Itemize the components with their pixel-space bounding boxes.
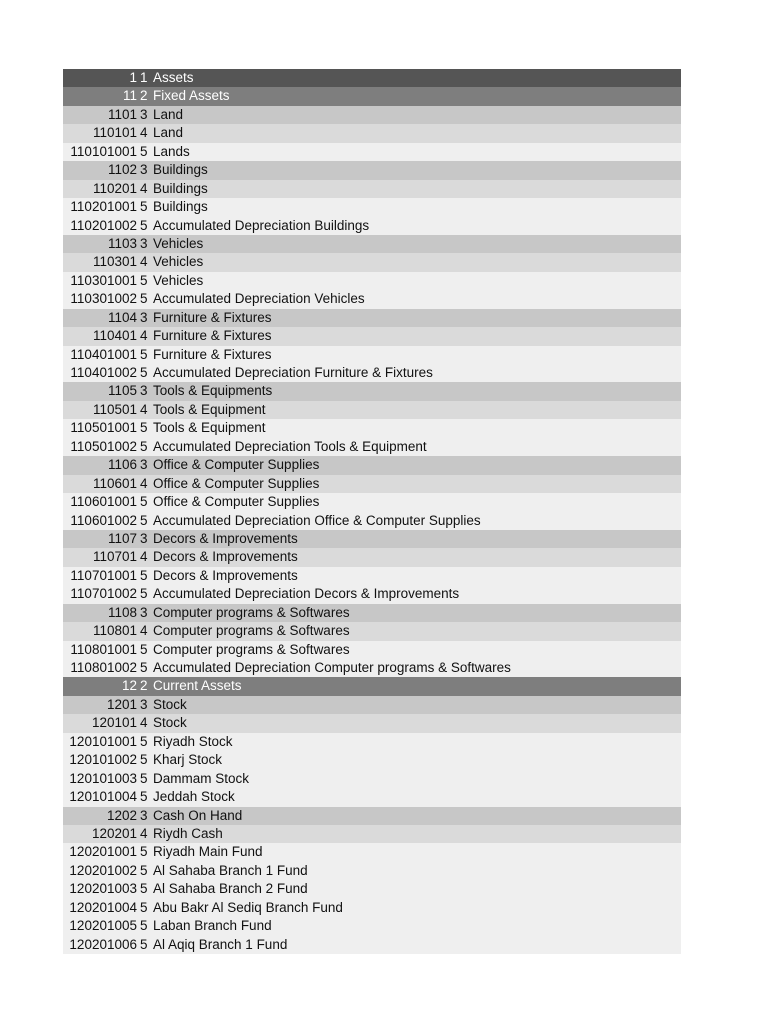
account-code: 1202 bbox=[106, 807, 137, 823]
account-row bbox=[63, 180, 681, 198]
account-name: Office & Computer Supplies bbox=[153, 475, 320, 491]
account-level: 4 bbox=[140, 254, 148, 270]
account-level: 5 bbox=[140, 641, 148, 657]
account-row bbox=[63, 696, 681, 714]
account-level: 5 bbox=[140, 512, 148, 528]
account-level: 5 bbox=[140, 586, 148, 602]
account-level: 3 bbox=[140, 383, 148, 399]
account-code: 120201001 bbox=[69, 844, 137, 860]
account-level: 5 bbox=[140, 346, 148, 362]
account-level: 5 bbox=[140, 733, 148, 749]
account-level: 5 bbox=[140, 291, 148, 307]
account-level: 5 bbox=[140, 217, 148, 233]
account-code: 110801002 bbox=[70, 660, 137, 675]
account-code: 110301001 bbox=[70, 272, 137, 288]
account-code: 110301 bbox=[92, 254, 137, 270]
account-code: 120201 bbox=[91, 825, 137, 841]
account-name: Stock bbox=[153, 715, 187, 731]
account-name: Current Assets bbox=[153, 678, 242, 694]
account-row bbox=[63, 272, 681, 290]
account-name: Decors & Improvements bbox=[153, 530, 298, 546]
account-code: 110501002 bbox=[70, 438, 137, 454]
account-level: 3 bbox=[140, 696, 148, 712]
account-row bbox=[63, 917, 681, 935]
account-row bbox=[63, 899, 681, 917]
account-name: Office & Computer Supplies bbox=[153, 494, 320, 510]
account-name: Kharj Stock bbox=[153, 752, 223, 768]
account-level: 5 bbox=[140, 365, 148, 380]
account-row bbox=[63, 641, 681, 659]
account-level: 3 bbox=[140, 530, 148, 546]
account-code: 110601002 bbox=[70, 512, 137, 528]
account-name: Cash On Hand bbox=[153, 807, 243, 823]
account-name: Buildings bbox=[153, 162, 208, 178]
account-level: 5 bbox=[140, 438, 148, 454]
account-code: 110801 bbox=[92, 623, 137, 639]
account-level: 5 bbox=[140, 789, 148, 805]
account-name: Al Sahaba Branch 1 Fund bbox=[153, 862, 308, 878]
account-name: Accumulated Depreciation Vehicles bbox=[153, 291, 365, 307]
account-level: 5 bbox=[140, 272, 148, 288]
account-level: 5 bbox=[140, 752, 148, 768]
account-row bbox=[63, 364, 681, 382]
account-name: Vehicles bbox=[153, 254, 204, 270]
account-level: 4 bbox=[140, 180, 148, 196]
account-name: Buildings bbox=[153, 180, 208, 196]
account-row bbox=[63, 217, 681, 235]
account-name: Riyadh Main Fund bbox=[153, 844, 263, 860]
account-row bbox=[63, 309, 681, 327]
account-level: 4 bbox=[140, 549, 148, 565]
account-level: 5 bbox=[140, 899, 148, 915]
account-code: 1104 bbox=[107, 309, 137, 325]
account-name: Tools & Equipments bbox=[153, 383, 273, 399]
account-level: 5 bbox=[140, 936, 148, 952]
account-code: 110401001 bbox=[70, 346, 137, 362]
account-row bbox=[63, 106, 681, 124]
account-row bbox=[63, 401, 681, 419]
account-level: 5 bbox=[140, 199, 148, 215]
account-row bbox=[63, 493, 681, 511]
account-code: 110401002 bbox=[70, 365, 137, 380]
account-name: Accumulated Depreciation Decors & Improvements bbox=[153, 586, 460, 602]
account-row bbox=[63, 751, 681, 769]
account-code: 1105 bbox=[107, 383, 137, 399]
account-level: 5 bbox=[140, 494, 148, 510]
account-row bbox=[63, 87, 681, 105]
account-level: 4 bbox=[140, 401, 148, 417]
account-row bbox=[63, 124, 681, 142]
account-name: Land bbox=[153, 106, 184, 122]
account-code: 110801001 bbox=[70, 641, 137, 657]
account-row bbox=[63, 788, 681, 806]
account-code: 1201 bbox=[106, 696, 137, 712]
account-code: 1106 bbox=[107, 457, 137, 473]
account-name: Lands bbox=[153, 143, 190, 159]
account-level: 5 bbox=[140, 660, 148, 675]
account-name: Computer programs & Softwares bbox=[153, 641, 350, 657]
account-name: Computer programs & Softwares bbox=[153, 623, 350, 639]
account-code: 110701 bbox=[92, 549, 137, 565]
account-code: 120201002 bbox=[69, 862, 137, 878]
account-code: 1108 bbox=[107, 604, 137, 620]
account-name: Tools & Equipment bbox=[153, 401, 266, 417]
account-code: 11 bbox=[122, 88, 137, 104]
account-row bbox=[63, 290, 681, 308]
account-code: 1101 bbox=[107, 106, 137, 122]
account-row bbox=[63, 327, 681, 345]
account-name: Abu Bakr Al Sediq Branch Fund bbox=[153, 899, 343, 915]
account-level: 2 bbox=[140, 88, 148, 104]
account-code: 120201003 bbox=[69, 881, 137, 897]
account-code: 1107 bbox=[107, 530, 137, 546]
account-name: Furniture & Fixtures bbox=[153, 346, 272, 362]
account-name: Decors & Improvements bbox=[153, 567, 298, 583]
account-name: Riyadh Stock bbox=[153, 733, 233, 749]
chart-of-accounts-table bbox=[63, 69, 681, 954]
account-code: 110201001 bbox=[70, 199, 137, 215]
account-row bbox=[63, 843, 681, 861]
account-name: Vehicles bbox=[153, 235, 204, 251]
account-row bbox=[63, 622, 681, 640]
account-row bbox=[63, 475, 681, 493]
account-name: Accumulated Depreciation Office & Computer Supplies bbox=[153, 512, 481, 528]
account-code: 110601 bbox=[92, 475, 137, 491]
account-row bbox=[63, 880, 681, 898]
account-row bbox=[63, 198, 681, 216]
account-name: Dammam Stock bbox=[153, 770, 250, 786]
account-row bbox=[63, 585, 681, 603]
account-level: 5 bbox=[140, 567, 148, 583]
account-name: Assets bbox=[153, 70, 194, 85]
account-level: 2 bbox=[140, 678, 148, 694]
account-level: 4 bbox=[140, 475, 148, 491]
account-row bbox=[63, 419, 681, 437]
account-code: 1 bbox=[129, 70, 137, 85]
account-name: Jeddah Stock bbox=[153, 789, 235, 805]
account-name: Accumulated Depreciation Furniture & Fixtures bbox=[153, 365, 433, 380]
account-code: 110501001 bbox=[70, 420, 137, 436]
account-row bbox=[63, 677, 681, 695]
account-row bbox=[63, 512, 681, 530]
account-row bbox=[63, 659, 681, 677]
account-row bbox=[63, 143, 681, 161]
account-level: 3 bbox=[140, 235, 148, 251]
account-row bbox=[63, 438, 681, 456]
account-code: 110301002 bbox=[70, 291, 137, 307]
account-code: 120101003 bbox=[69, 770, 137, 786]
account-row bbox=[63, 714, 681, 732]
account-name: Accumulated Depreciation Computer programs & Softwares bbox=[153, 660, 511, 675]
account-name: Computer programs & Softwares bbox=[153, 604, 350, 620]
account-name: Buildings bbox=[153, 199, 208, 215]
account-row bbox=[63, 456, 681, 474]
account-code: 120101 bbox=[91, 715, 137, 731]
account-row bbox=[63, 807, 681, 825]
account-code: 110601001 bbox=[70, 494, 137, 510]
account-row bbox=[63, 69, 681, 87]
account-level: 4 bbox=[140, 715, 148, 731]
account-name: Riydh Cash bbox=[153, 825, 223, 841]
account-level: 4 bbox=[140, 125, 148, 141]
account-code: 120201004 bbox=[69, 899, 137, 915]
account-code: 1103 bbox=[107, 235, 137, 251]
account-level: 3 bbox=[140, 604, 148, 620]
account-row bbox=[63, 382, 681, 400]
account-row bbox=[63, 862, 681, 880]
account-code: 120101002 bbox=[69, 752, 137, 768]
account-name: Al Aqiq Branch 1 Fund bbox=[153, 936, 288, 952]
account-level: 5 bbox=[140, 844, 148, 860]
account-name: Vehicles bbox=[153, 272, 204, 288]
account-level: 4 bbox=[140, 328, 148, 344]
account-row bbox=[63, 253, 681, 271]
account-code: 110101001 bbox=[70, 143, 137, 159]
account-name: Tools & Equipment bbox=[153, 420, 266, 436]
account-code: 110701002 bbox=[70, 586, 137, 602]
account-code: 110501 bbox=[92, 401, 137, 417]
account-code: 110401 bbox=[92, 328, 137, 344]
account-level: 4 bbox=[140, 623, 148, 639]
account-name: Fixed Assets bbox=[153, 88, 230, 104]
account-code: 110101 bbox=[92, 125, 137, 141]
account-level: 1 bbox=[140, 70, 148, 85]
account-level: 3 bbox=[140, 106, 148, 122]
account-level: 3 bbox=[140, 457, 148, 473]
account-row bbox=[63, 936, 681, 954]
account-row bbox=[63, 235, 681, 253]
account-row bbox=[63, 733, 681, 751]
account-level: 5 bbox=[140, 143, 148, 159]
account-code: 120101004 bbox=[69, 789, 137, 805]
account-code: 120201006 bbox=[69, 936, 137, 952]
account-name: Decors & Improvements bbox=[153, 549, 298, 565]
account-level: 5 bbox=[140, 862, 148, 878]
account-code: 1102 bbox=[107, 162, 137, 178]
account-name: Office & Computer Supplies bbox=[153, 457, 320, 473]
account-row bbox=[63, 567, 681, 585]
account-row bbox=[63, 825, 681, 843]
account-level: 4 bbox=[140, 825, 148, 841]
account-level: 3 bbox=[140, 162, 148, 178]
account-row bbox=[63, 161, 681, 179]
account-code: 120101001 bbox=[69, 733, 137, 749]
account-code: 110201 bbox=[92, 180, 137, 196]
account-code: 12 bbox=[121, 678, 137, 694]
account-level: 5 bbox=[140, 881, 148, 897]
account-name: Accumulated Depreciation Buildings bbox=[153, 217, 370, 233]
account-name: Al Sahaba Branch 2 Fund bbox=[153, 881, 308, 897]
account-code: 110201002 bbox=[70, 217, 137, 233]
account-name: Laban Branch Fund bbox=[153, 918, 272, 934]
account-code: 120201005 bbox=[69, 918, 137, 934]
account-level: 5 bbox=[140, 918, 148, 934]
account-name: Stock bbox=[153, 696, 187, 712]
account-level: 3 bbox=[140, 807, 148, 823]
account-row bbox=[63, 530, 681, 548]
account-level: 5 bbox=[140, 770, 148, 786]
account-row bbox=[63, 604, 681, 622]
account-row bbox=[63, 770, 681, 788]
account-row bbox=[63, 346, 681, 364]
account-name: Land bbox=[153, 125, 184, 141]
account-name: Furniture & Fixtures bbox=[153, 309, 272, 325]
account-name: Furniture & Fixtures bbox=[153, 328, 272, 344]
account-code: 110701001 bbox=[70, 567, 137, 583]
account-name: Accumulated Depreciation Tools & Equipment bbox=[153, 438, 427, 454]
account-level: 5 bbox=[140, 420, 148, 436]
account-level: 3 bbox=[140, 309, 148, 325]
account-row bbox=[63, 548, 681, 566]
